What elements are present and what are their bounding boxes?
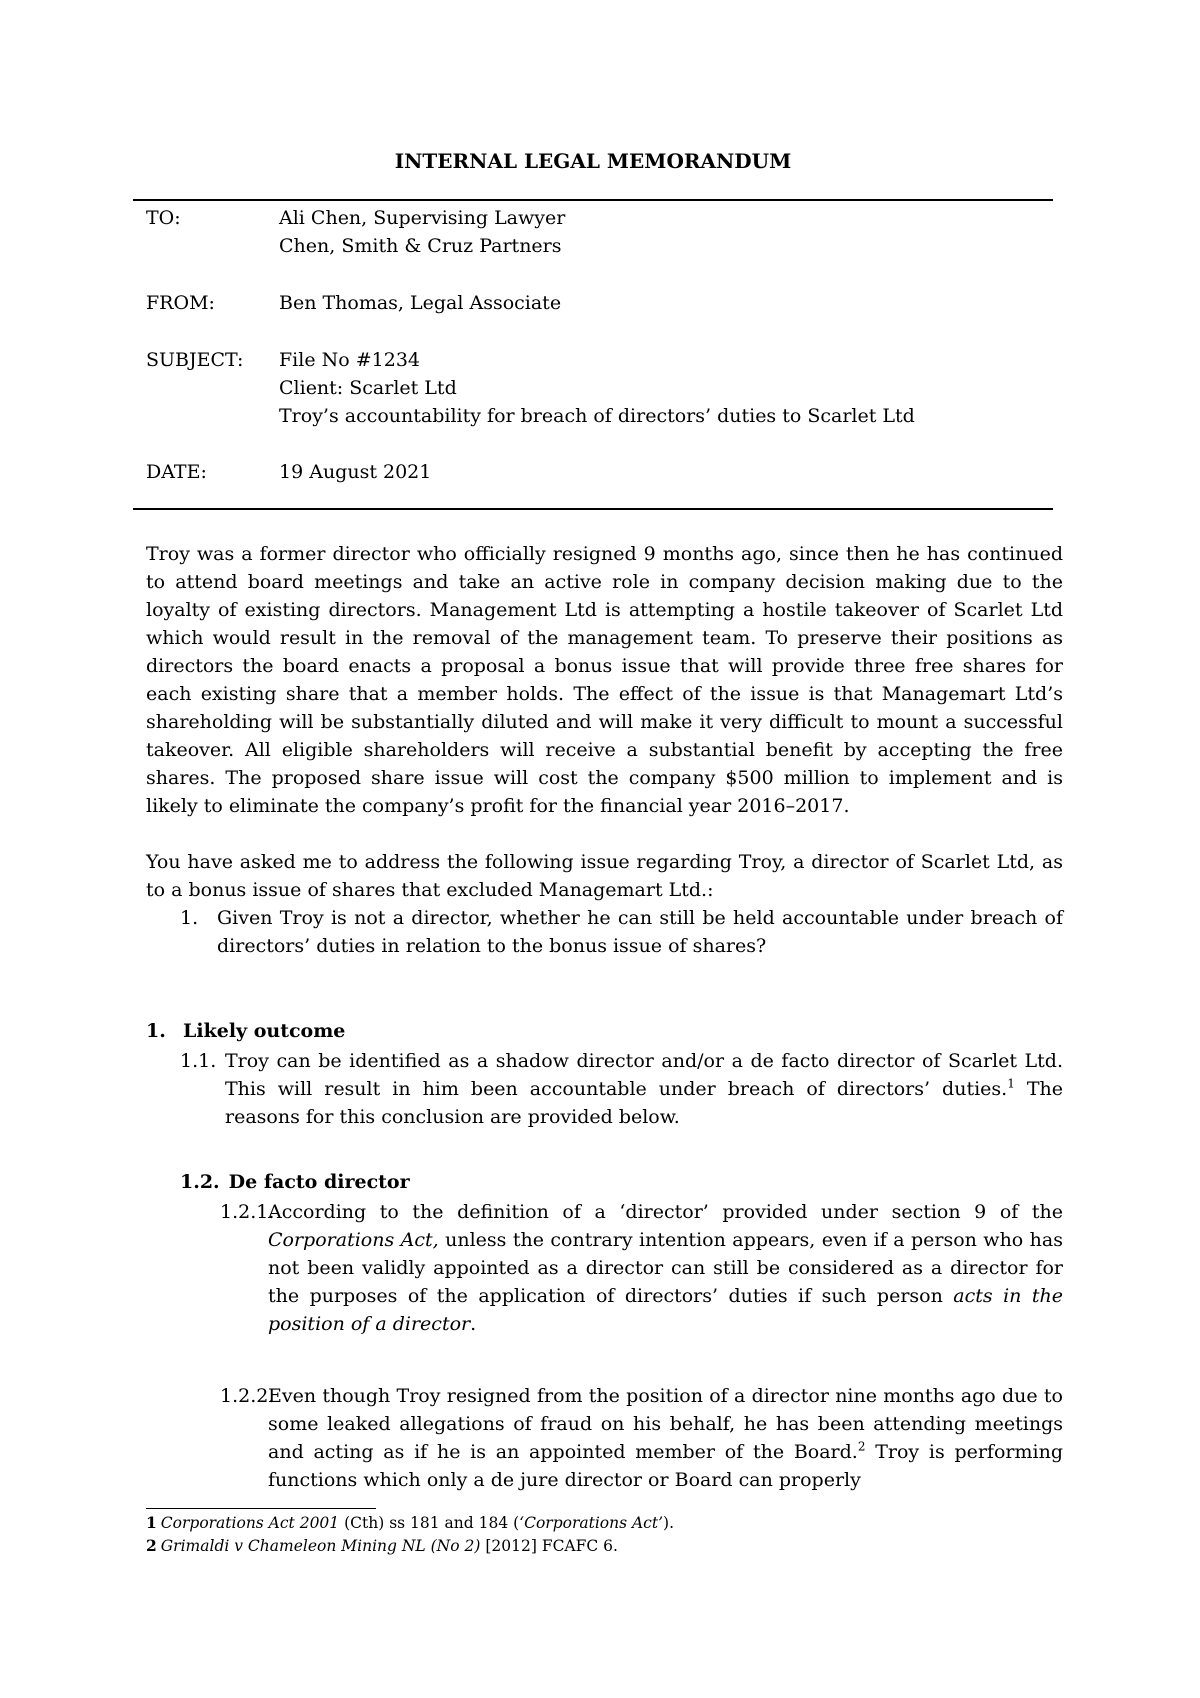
subject-label: SUBJECT: [146, 349, 244, 371]
header-bottom-rule [133, 508, 1053, 510]
section-title: Likely outcome [183, 1020, 346, 1042]
footnote-separator [146, 1508, 376, 1509]
footnote-italic: ‘Corporations Act’ [519, 1514, 664, 1532]
item-number: 1.1. [180, 1050, 217, 1072]
section-number: 1.2. [180, 1171, 220, 1193]
from-label: FROM: [146, 292, 215, 314]
section-heading-de-facto-director [180, 1168, 410, 1196]
footnote-text: ). [663, 1514, 675, 1532]
subject-value [279, 346, 1039, 430]
date-value [279, 458, 1039, 486]
item-text-italic: Corporations Act, [268, 1229, 439, 1251]
item-text-part: unless the contrary intention appears, even if a person who has not been validly appointed as a director can still be considered as a director for the purposes of the application of directors’ duties if such person [268, 1229, 1063, 1307]
footnote-text: (Cth) ss 181 and 184 ( [339, 1514, 520, 1532]
footnote-2 [146, 1535, 618, 1557]
item-text-part: According to the definition of a ‘director’ provided under section 9 of the [268, 1201, 1063, 1223]
footnote-italic: Grimaldi v Chameleon Mining NL (No 2) [160, 1537, 481, 1555]
to-label: TO: [146, 207, 181, 229]
memo-title: INTERNAL LEGAL MEMORANDUM [394, 149, 792, 173]
subject-client: Client: Scarlet Ltd [279, 377, 457, 399]
issue-text: Given Troy is not a director, whether he can still be held accountable under breach of directors’ duties in relation to the bonus issue of shares? [217, 907, 1063, 957]
from-sender: Ben Thomas, Legal Associate [279, 292, 562, 314]
item-text-part: Even though Troy resigned from the position of a director nine months ago due to some leaked allegations of fraud on his behalf, he has been attending meetings and acting as if he is an appointed member of the Board. [268, 1385, 1063, 1463]
item-text-part: . [470, 1313, 477, 1335]
section-number: 1. [146, 1020, 166, 1042]
footnote-number: 1 [146, 1513, 157, 1532]
issue-number: 1. [180, 907, 199, 929]
item-number: 1.2.2. [220, 1385, 275, 1407]
intro-paragraph: Troy was a former director who officially resigned 9 months ago, since then he has continued to attend board meetings and take an active role in company decision making due to the loyalty of existing directors. Management Ltd is attempting a hostile takeover of Scarlet Ltd which would result in the removal of the management team. To preserve their positions as directors the board enacts a proposal a bonus issue that will provide three free shares for each existing share that a member holds. The effect of the issue is that Managemart Ltd’s shareholding will be substantially diluted and will make it very difficult to mount a successful takeover. All eligible shareholders will receive a substantial benefit by accepting the free shares. The proposed share issue will cost the company $500 million to implement and is likely to eliminate the company’s profit for the financial year 2016–2017. [146, 543, 1063, 817]
item-text-part: Troy can be identified as a shadow director and/or a de facto director of Scarlet Ltd. This will result in him been accountable under breach of directors’ duties. [225, 1050, 1063, 1100]
footnote-text: [2012] FCAFC 6. [480, 1537, 618, 1555]
footnote-italic: Corporations Act 2001 [160, 1514, 340, 1532]
footnote-ref-1: 1 [1007, 1076, 1015, 1091]
item-text [268, 1382, 1063, 1494]
section-title: De facto director [228, 1171, 410, 1193]
from-value [279, 289, 1039, 317]
to-firm: Chen, Smith & Cruz Partners [279, 235, 562, 257]
memo-date: 19 August 2021 [279, 461, 432, 483]
item-text-part: Troy is performing functions which only a de jure director or Board can properly [268, 1441, 1063, 1491]
date-label: DATE: [146, 461, 207, 483]
footnote-number: 2 [146, 1536, 157, 1555]
to-value [279, 204, 1039, 260]
to-recipient: Ali Chen, Supervising Lawyer [279, 207, 566, 229]
asked-paragraph: You have asked me to address the following issue regarding Troy, a director of Scarlet Ltd, as to a bonus issue of shares that excluded Managemart Ltd.: [146, 851, 1063, 901]
item-text [225, 1047, 1063, 1131]
header-top-rule [133, 199, 1053, 201]
footnote-1 [146, 1512, 674, 1534]
item-number: 1.2.1. [220, 1201, 275, 1223]
item-text-part: The reasons for this conclusion are provided below. [225, 1078, 1063, 1128]
subject-topic: Troy’s accountability for breach of directors’ duties to Scarlet Ltd [279, 405, 915, 427]
subject-file-no: File No #1234 [279, 349, 420, 371]
item-text [268, 1198, 1063, 1338]
footnote-ref-2: 2 [857, 1439, 866, 1454]
item-text-italic: acts in the position of a director [268, 1285, 1063, 1335]
